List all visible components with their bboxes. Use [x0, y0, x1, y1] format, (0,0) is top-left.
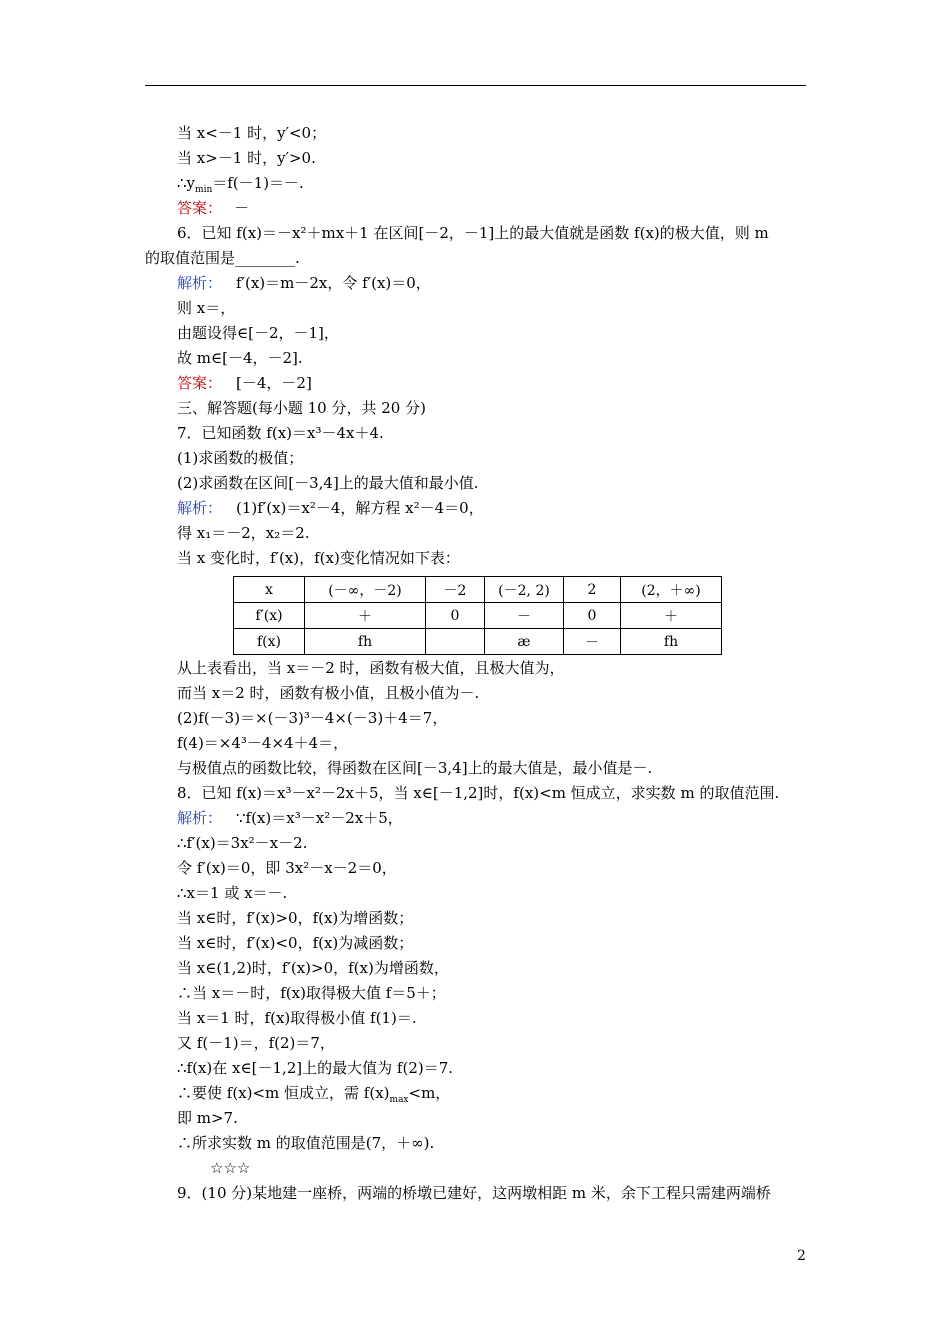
text-line: 而当 x＝2 时，函数有极小值，且极小值为－.	[177, 684, 480, 702]
text-line: 当 x＝1 时，f(x)取得极小值 f(1)＝.	[177, 1009, 417, 1027]
text-line: ∴f′(x)＝3x²－x－2.	[177, 834, 308, 852]
table-cell: (－2, 2)	[485, 577, 564, 603]
text-line: 当 x 变化时，f′(x)，f(x)变化情况如下表：	[177, 549, 460, 567]
question-line: 7．已知函数 f(x)＝x³－4x＋4.	[177, 424, 384, 442]
analysis-label: 解析：	[177, 499, 223, 517]
table-cell: f(x)	[234, 629, 305, 655]
text-line: f(4)＝×4³－4×4＋4＝，	[177, 734, 349, 752]
table-cell: x	[234, 577, 305, 603]
question-line: 9．(10 分)某地建一座桥，两端的桥墩已建好，这两墩相距 m 米，余下工程只需建两端桥	[177, 1184, 771, 1202]
text-line: ∴f(x)在 x∈[－1,2]上的最大值为 f(2)＝7.	[177, 1059, 454, 1077]
table-row	[234, 603, 722, 629]
text-line: 当 x∈时，f′(x)>0，f(x)为增函数；	[177, 909, 414, 927]
table-cell: 2	[564, 577, 621, 603]
analysis-line: 解析： (1)f′(x)＝x²－4，解方程 x²－4＝0，	[177, 499, 484, 517]
question-line: 8．已知 f(x)＝x³－x²－2x＋5，当 x∈[－1,2]时，f(x)<m 恒成立，求实数 m 的取值范围.	[177, 784, 780, 802]
text-line: 令 f′(x)＝0，即 3x²－x－2＝0，	[177, 859, 397, 877]
header-rule	[145, 85, 806, 86]
text-line: 得 x₁＝－2，x₂＝2.	[177, 524, 310, 542]
question-line: 的取值范围是________.	[145, 249, 300, 267]
table-cell: －	[485, 603, 564, 629]
text-line: ∴x＝1 或 x＝－.	[177, 884, 288, 902]
answer-line: 答案： [－4，－2]	[177, 374, 312, 392]
table-cell: ＋	[305, 603, 426, 629]
answer-label: 答案：	[177, 199, 223, 217]
answer-line: 答案： －	[177, 199, 250, 217]
table-cell: æ	[485, 629, 564, 655]
analysis-label: 解析：	[177, 809, 223, 827]
table-cell	[426, 629, 485, 655]
table-cell: 0	[564, 603, 621, 629]
analysis-line: 解析： f′(x)＝m－2x，令 f′(x)＝0，	[177, 274, 431, 292]
page-number: 2	[797, 1248, 806, 1264]
text-line: 即 m>7.	[177, 1109, 238, 1127]
table-cell: －	[564, 629, 621, 655]
text-line: 故 m∈[－4，－2].	[177, 349, 303, 367]
section-heading: 三、解答题(每小题 10 分，共 20 分)	[177, 399, 426, 417]
question-line: (2)求函数在区间[－3,4]上的最大值和最小值.	[177, 474, 479, 492]
text-line: 当 x>－1 时，y′>0.	[177, 149, 316, 167]
variation-table	[233, 576, 722, 655]
text-line: 又 f(－1)＝，f(2)＝7，	[177, 1034, 335, 1052]
text-line: 当 x∈时，f′(x)<0，f(x)为减函数；	[177, 934, 414, 952]
table-cell: (－∞，－2)	[305, 577, 426, 603]
text-line: 从上表看出，当 x＝－2 时，函数有极大值，且极大值为，	[177, 659, 565, 677]
text-line: ∴所求实数 m 的取值范围是(7，＋∞).	[177, 1134, 435, 1152]
text-line: 与极值点的函数比较，得函数在区间[－3,4]上的最大值是，最小值是－.	[177, 759, 653, 777]
text-line: $\therefore y_{min}=f(-1)=-$.	[177, 174, 304, 195]
table-cell: f′(x)	[234, 603, 305, 629]
text-line: 由题设得∈[－2，－1]，	[177, 324, 339, 342]
table-cell: 0	[426, 603, 485, 629]
table-row	[234, 629, 722, 655]
text-line: ∴要使 f(x)<m 恒成立，需 $f(x)_{max}<m$，	[177, 1084, 451, 1105]
question-line: 6．已知 f(x)＝－x²＋mx＋1 在区间[－2，－1]上的最大值就是函数 f(x)的极大值，则 m	[177, 224, 769, 242]
analysis-line: 解析： ∵f(x)＝x³－x²－2x＋5，	[177, 809, 403, 827]
question-line: (1)求函数的极值；	[177, 449, 304, 467]
table-cell: ＋	[621, 603, 722, 629]
table-cell: fh	[621, 629, 722, 655]
star-separator: ☆☆☆	[210, 1159, 251, 1177]
table-cell: (2，＋∞)	[621, 577, 722, 603]
table-cell: －2	[426, 577, 485, 603]
text-line: (2)f(－3)＝×(－3)³－4×(－3)＋4＝7，	[177, 709, 448, 727]
analysis-label: 解析：	[177, 274, 223, 292]
text-line: 则 x＝，	[177, 299, 236, 317]
answer-label: 答案：	[177, 374, 223, 392]
text-line: 当 x<－1 时，y′<0；	[177, 124, 327, 142]
table-cell: fh	[305, 629, 426, 655]
table-row	[234, 577, 722, 603]
text-line: ∴当 x＝－时，f(x)取得极大值 f＝5＋；	[177, 984, 446, 1002]
text-line: 当 x∈(1,2)时，f′(x)>0，f(x)为增函数，	[177, 959, 449, 977]
